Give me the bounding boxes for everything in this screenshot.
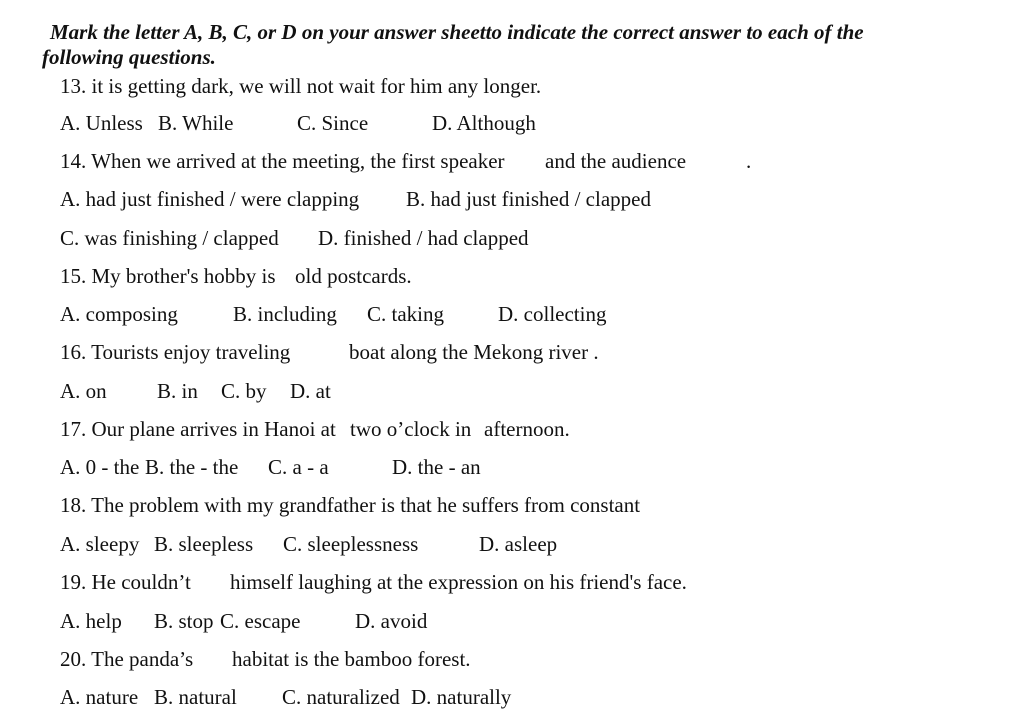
option-d: D. Although — [432, 111, 536, 135]
stem-text: 20. The panda’s — [60, 647, 194, 671]
option-a: A. nature — [60, 685, 139, 709]
option-a: A. 0 - the — [60, 455, 140, 479]
option-b: B. sleepless — [154, 532, 254, 556]
option-d: D. asleep — [479, 532, 558, 556]
option-a: A. had just finished / were clapping — [60, 187, 360, 211]
stem-text: . — [746, 149, 752, 173]
stem-text: two o’clock in — [350, 417, 472, 441]
stem-text: afternoon. — [484, 417, 570, 441]
option-b: B. in — [157, 379, 198, 403]
stem-text: old postcards. — [295, 264, 412, 288]
option-c: C. a - a — [268, 455, 329, 479]
option-d: D. at — [290, 379, 331, 403]
option-a: A. Unless — [60, 111, 143, 135]
stem-text: 14. When we arrived at the meeting, the first speaker — [60, 149, 505, 173]
option-a: A. on — [60, 379, 107, 403]
option-d: D. avoid — [355, 609, 428, 633]
option-c: C. escape — [220, 609, 301, 633]
option-c: C. naturalized — [282, 685, 400, 709]
option-c: C. was finishing / clapped — [60, 226, 279, 250]
stem-text: 17. Our plane arrives in Hanoi at — [60, 417, 336, 441]
option-c: C. taking — [367, 302, 444, 326]
option-d: D. collecting — [498, 302, 607, 326]
option-d: D. the - an — [392, 455, 481, 479]
instructions: Mark the letter A, B, C, or D on your answer sheetto indicate the correct answer to each of the following questions. — [42, 20, 864, 69]
stem-text: and the audience — [545, 149, 687, 173]
option-a: A. composing — [60, 302, 178, 326]
option-b: B. stop — [154, 609, 214, 633]
option-c: C. sleeplessness — [283, 532, 419, 556]
stem-text: 16. Tourists enjoy traveling — [60, 340, 291, 364]
option-a: A. sleepy — [60, 532, 140, 556]
option-d: D. finished / had clapped — [318, 226, 529, 250]
option-b: B. had just finished / clapped — [406, 187, 651, 211]
stem-text: himself laughing at the expression on his friend's face. — [230, 570, 687, 594]
option-b: B. natural — [154, 685, 237, 709]
stem-text: boat along the Mekong river . — [349, 340, 599, 364]
option-b: B. While — [158, 111, 234, 135]
stem-text: 19. He couldn’t — [60, 570, 191, 594]
option-b: B. including — [233, 302, 337, 326]
stem-text: 15. My brother's hobby is — [60, 264, 276, 288]
stem-text: 13. it is getting dark, we will not wait for him any longer. — [60, 74, 542, 98]
stem-text: habitat is the bamboo forest. — [232, 647, 471, 671]
option-c: C. Since — [297, 111, 369, 135]
option-b: B. the - the — [145, 455, 239, 479]
option-a: A. help — [60, 609, 122, 633]
option-c: C. by — [221, 379, 267, 403]
option-d: D. naturally — [411, 685, 512, 709]
stem-text: 18. The problem with my grandfather is that he suffers from constant — [60, 493, 641, 517]
